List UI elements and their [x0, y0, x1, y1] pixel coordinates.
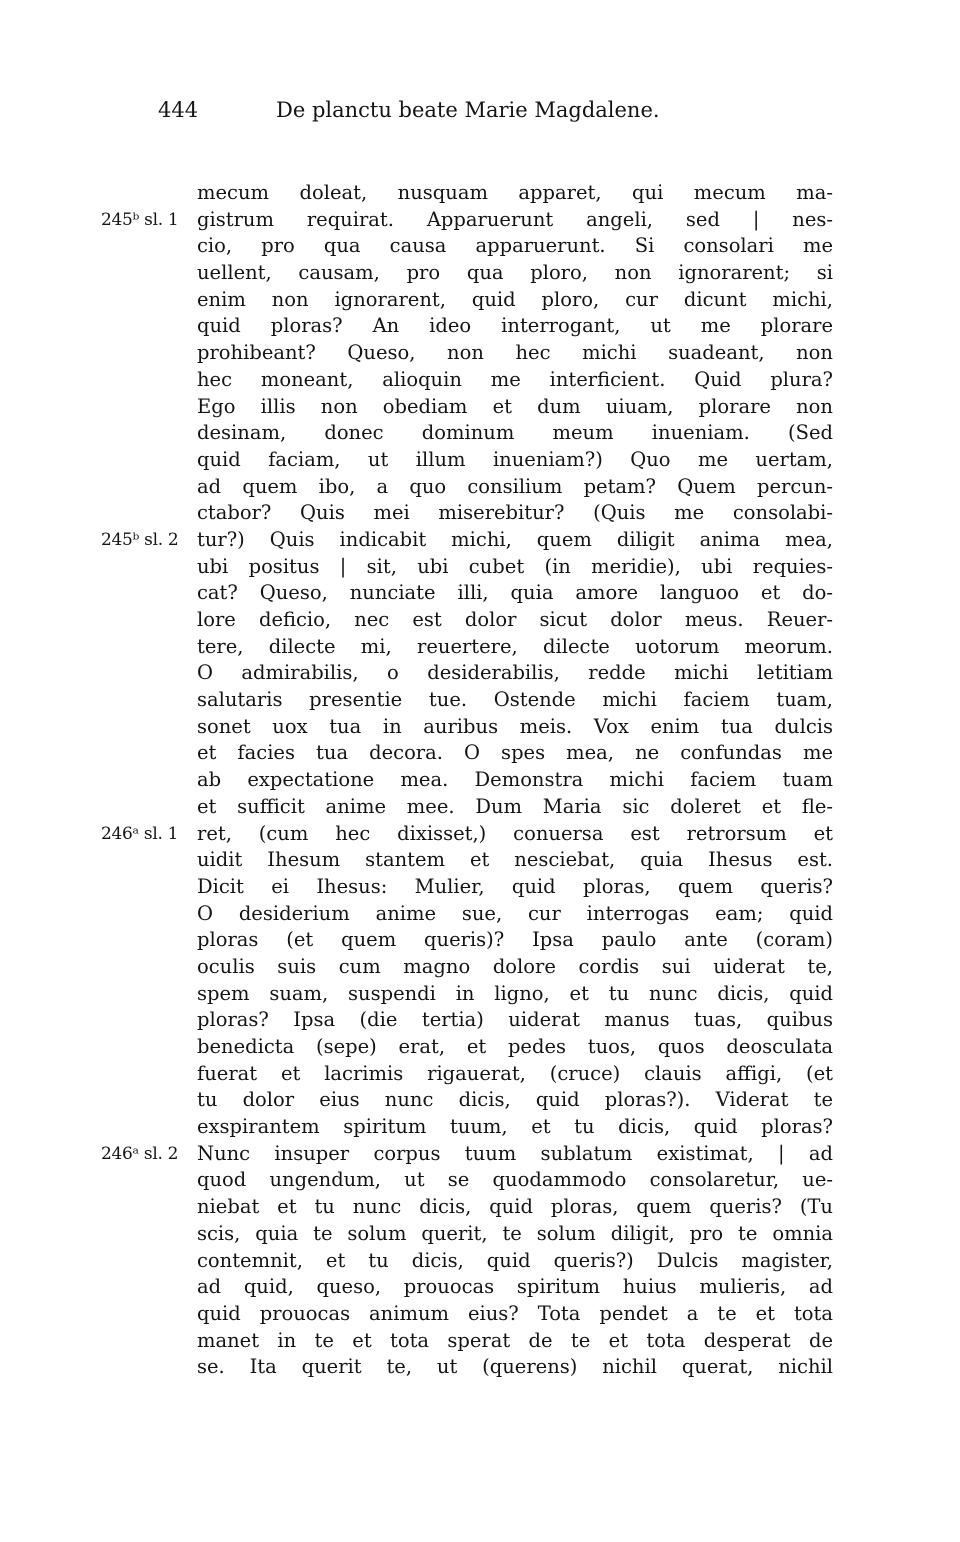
line-text: hec moneant, alioquin me interficient. Quid plura? — [197, 367, 833, 391]
line-text: et facies tua decora. O spes mea, ne confundas me — [197, 741, 833, 765]
line-text: fuerat et lacrimis rigauerat, (cruce) clauis affigi, (et — [197, 1061, 833, 1085]
line-text: ret, (cum hec dixisset,) conuersa est retrorsum et — [197, 821, 833, 845]
text-line — [0, 287, 960, 314]
text-line — [0, 927, 960, 954]
line-text: Ego illis non obediam et dum uiuam, plorare non — [197, 394, 833, 418]
text-line — [0, 714, 960, 741]
text-line — [0, 687, 960, 714]
text-line — [0, 634, 960, 661]
text-line — [0, 1087, 960, 1114]
line-text: cat? Queso, nunciate illi, quia amore languoo et do- — [197, 581, 833, 605]
text-line — [0, 607, 960, 634]
text-line — [0, 954, 960, 981]
line-text: se. Ita querit te, ut (querens) nichil querat, nichil — [197, 1355, 833, 1379]
line-text: gistrum requirat. Apparuerunt angeli, sed | nes- — [197, 207, 833, 231]
text-line — [0, 1248, 960, 1275]
line-text: quid prouocas animum eius? Tota pendet a te et tota — [197, 1301, 833, 1325]
line-text: oculis suis cum magno dolore cordis sui uiderat te, — [197, 954, 833, 978]
margin-reference: 245ᵇ sl. 2 — [101, 529, 179, 550]
text-line — [0, 474, 960, 501]
line-text: niebat et tu nunc dicis, quid ploras, quem queris? (Tu — [197, 1195, 833, 1219]
text-line — [0, 580, 960, 607]
text-line — [0, 901, 960, 928]
line-text: sonet uox tua in auribus meis. Vox enim tua dulcis — [197, 714, 833, 738]
text-line — [0, 233, 960, 260]
text-line — [0, 1061, 960, 1088]
line-text: enim non ignorarent, quid ploro, cur dicunt michi, — [197, 287, 833, 311]
line-text: ctabor? Quis mei miserebitur? (Quis me consolabi- — [197, 501, 833, 525]
text-line — [0, 821, 960, 848]
line-text: uellent, causam, pro qua ploro, non ignorarent; si — [197, 261, 833, 285]
text-line — [0, 1274, 960, 1301]
line-text: O desiderium anime sue, cur interrogas eam; quid — [197, 901, 833, 925]
line-text: benedicta (sepe) erat, et pedes tuos, quos deosculata — [197, 1035, 833, 1058]
margin-reference: 246ᵃ sl. 2 — [101, 1143, 179, 1164]
line-text: lore deficio, nec est dolor sicut dolor meus. Reuer- — [197, 608, 833, 631]
line-text: exspirantem spiritum tuum, et tu dicis, quid ploras? — [197, 1115, 833, 1139]
text-line — [0, 1354, 960, 1381]
text-line — [0, 1167, 960, 1194]
line-text: quod ungendum, ut se quodammodo consolaretur, ue- — [197, 1168, 833, 1192]
line-text: Dicit ei Ihesus: Mulier, quid ploras, quem queris? — [197, 874, 833, 898]
running-title: De planctu beate Marie Magdalene. — [276, 98, 660, 122]
line-text: ploras (et quem queris)? Ipsa paulo ante (coram) — [197, 928, 833, 952]
body-text — [0, 180, 960, 1381]
text-line — [0, 1141, 960, 1168]
line-text: spem suam, suspendi in ligno, et tu nunc dicis, quid — [197, 981, 833, 1005]
line-text: O admirabilis, o desiderabilis, redde michi letitiam — [197, 661, 833, 685]
text-line — [0, 554, 960, 581]
line-text: tu dolor eius nunc dicis, quid ploras?). Viderat te — [197, 1088, 833, 1112]
text-line — [0, 394, 960, 421]
line-text: tur?) Quis indicabit michi, quem diligit anima mea, — [197, 527, 833, 551]
text-line — [0, 767, 960, 794]
line-text: salutaris presentie tue. Ostende michi faciem tuam, — [197, 688, 833, 712]
text-line — [0, 981, 960, 1008]
line-text: contemnit, et tu dicis, quid queris?) Dulcis magister, — [197, 1248, 833, 1272]
text-line — [0, 340, 960, 367]
text-line — [0, 1034, 960, 1061]
text-line — [0, 1007, 960, 1034]
line-text: quid faciam, ut illum inueniam?) Quo me uertam, — [197, 447, 833, 471]
text-line — [0, 847, 960, 874]
text-line — [0, 207, 960, 234]
line-text: et sufficit anime mee. Dum Maria sic doleret et fle- — [197, 794, 833, 818]
text-line — [0, 660, 960, 687]
text-line — [0, 447, 960, 474]
line-text: Nunc insuper corpus tuum sublatum existimat, | ad — [197, 1141, 833, 1165]
text-line — [0, 367, 960, 394]
text-line — [0, 1301, 960, 1328]
line-text: quid ploras? An ideo interrogant, ut me plorare — [197, 314, 833, 338]
line-text: ubi positus | sit, ubi cubet (in meridie), ubi requies- — [197, 554, 833, 578]
line-text: prohibeant? Queso, non hec michi suadeant, non — [197, 341, 833, 365]
line-text: cio, pro qua causa apparuerunt. Si consolari me — [197, 234, 833, 258]
line-text: ab expectatione mea. Demonstra michi faciem tuam — [197, 768, 833, 792]
text-line — [0, 500, 960, 527]
line-text: ploras? Ipsa (die tertia) uiderat manus tuas, quibus — [197, 1008, 833, 1032]
text-line — [0, 260, 960, 287]
text-line — [0, 794, 960, 821]
text-line — [0, 1221, 960, 1248]
line-text: ad quem ibo, a quo consilium petam? Quem percun- — [197, 474, 833, 498]
line-text: uidit Ihesum stantem et nesciebat, quia Ihesus est. — [197, 848, 833, 872]
text-line — [0, 874, 960, 901]
text-line — [0, 527, 960, 554]
margin-reference: 245ᵇ sl. 1 — [101, 209, 179, 230]
line-text: mecum doleat, nusquam apparet, qui mecum ma- — [197, 181, 833, 204]
line-text: tere, dilecte mi, reuertere, dilecte uotorum meorum. — [197, 634, 833, 658]
text-line — [0, 1194, 960, 1221]
page-number: 444 — [158, 98, 199, 122]
text-line — [0, 420, 960, 447]
text-line — [0, 740, 960, 767]
text-line — [0, 1114, 960, 1141]
line-text: manet in te et tota sperat de te et tota desperat de — [197, 1328, 833, 1352]
line-text: desinam, donec dominum meum inueniam. (Sed — [197, 421, 833, 445]
line-text: ad quid, queso, prouocas spiritum huius mulieris, ad — [197, 1275, 833, 1299]
text-line — [0, 1328, 960, 1355]
text-line — [0, 313, 960, 340]
margin-reference: 246ᵃ sl. 1 — [101, 823, 179, 844]
text-line — [0, 180, 960, 207]
line-text: scis, quia te solum querit, te solum diligit, pro te omnia — [197, 1221, 833, 1245]
running-head — [158, 98, 718, 130]
